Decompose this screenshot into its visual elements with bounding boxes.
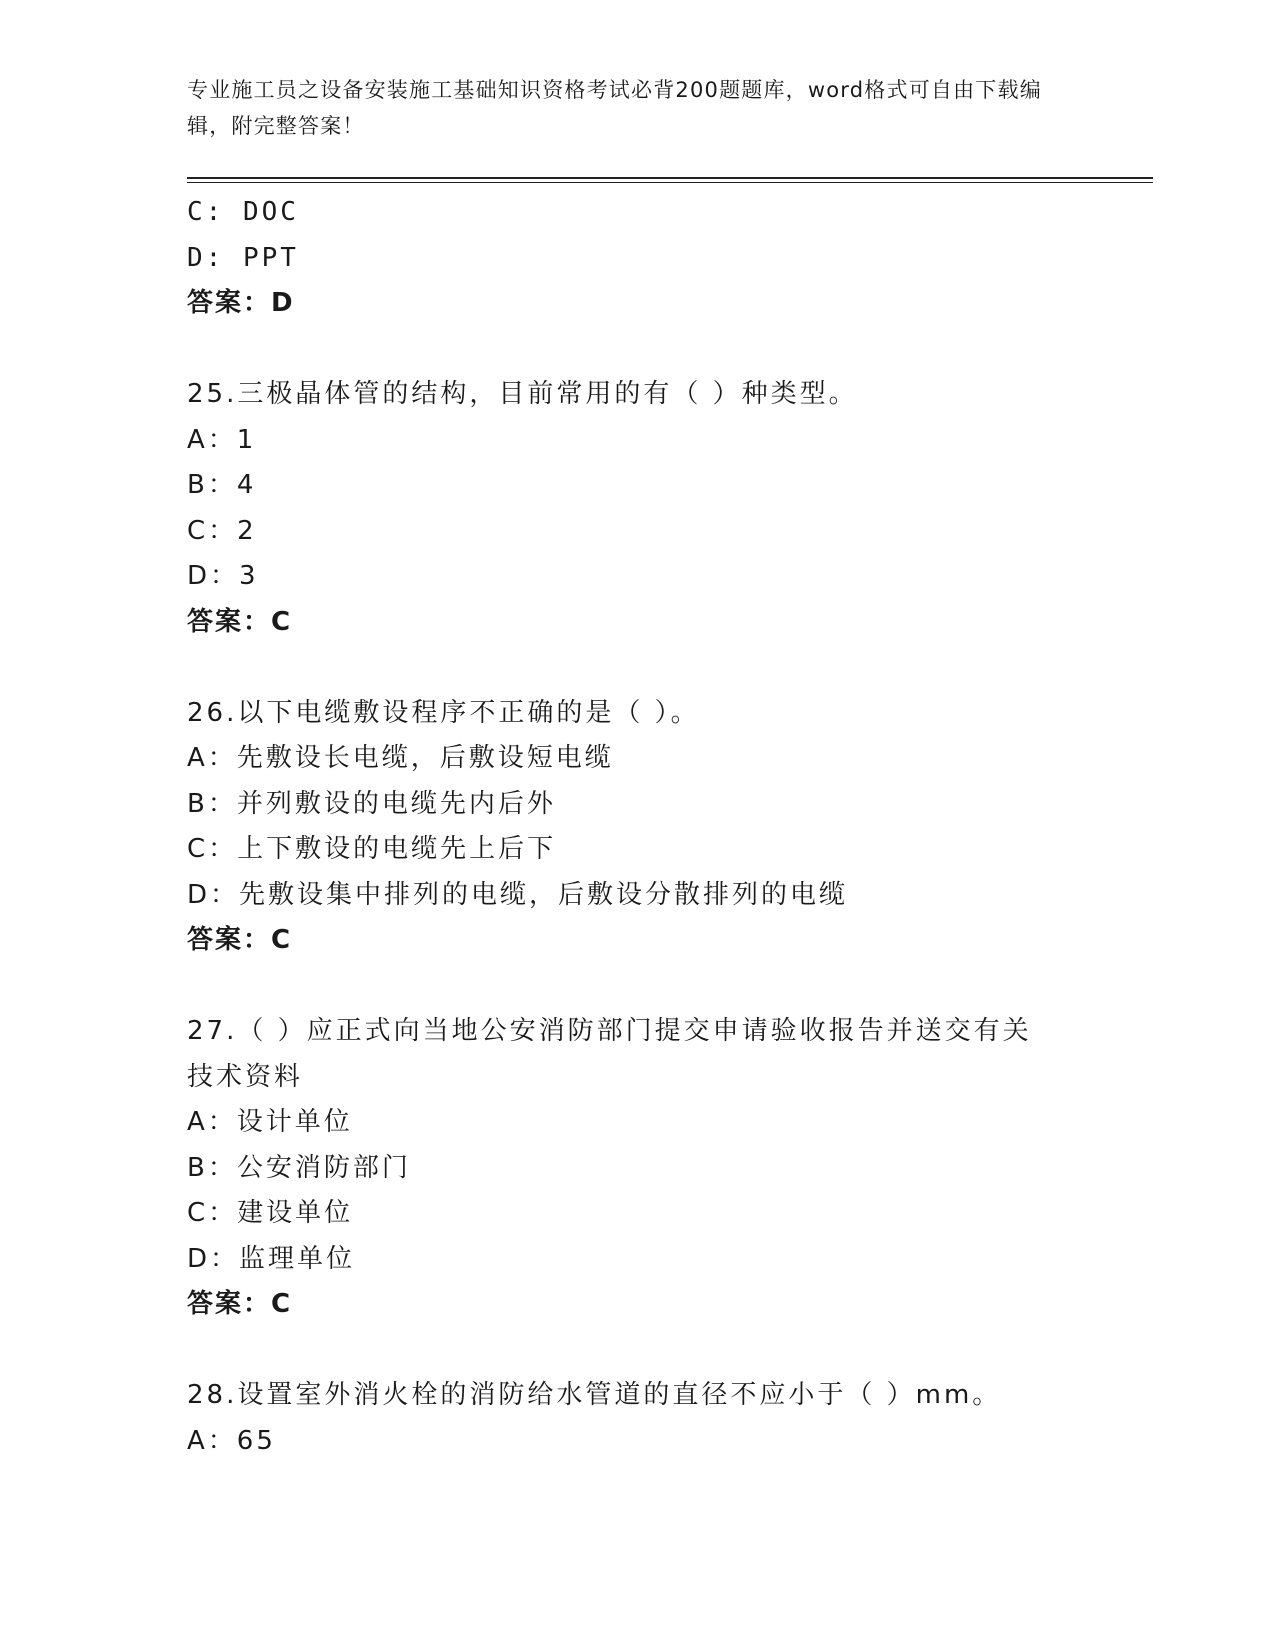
answer-line: 答案：C [187,1289,293,1319]
question-stem: 28.设置室外消火栓的消防给水管道的直径不应小于（ ）mm。 [187,1380,1002,1410]
option-c: C：上下敷设的电缆先上后下 [187,834,557,864]
option-c: C: DOC [187,197,299,227]
option-c: C：2 [187,515,257,546]
option-a: A：65 [187,1425,276,1456]
option-b: B：并列敷设的电缆先内后外 [187,788,556,819]
header-rule-thin [187,182,1153,183]
spacer [187,327,1087,373]
spacer [187,964,1087,1010]
answer-line: 答案：C [187,606,293,637]
option-a: A：1 [187,424,257,455]
answer-line: 答案：C [187,925,293,955]
option-c: C：建设单位 [187,1198,354,1228]
spacer [187,1328,1087,1374]
option-b: B：4 [187,470,257,500]
option-a: A：设计单位 [187,1107,353,1137]
option-d: D：先敷设集中排列的电缆，后敷设分散排列的电缆 [187,879,849,910]
question-stem: 25.三极晶体管的结构，目前常用的有（ ）种类型。 [187,379,858,409]
option-d: D：监理单位 [187,1243,356,1274]
header-rule-thick [187,177,1153,179]
option-a: A：先敷设长电缆，后敷设短电缆 [187,743,614,773]
document-header [187,72,1067,144]
option-d: D：3 [187,561,259,591]
option-d: D: PPT [187,242,299,273]
header-title: 专业施工员之设备安装施工基础知识资格考试必背200题题库，word格式可自由下载编辑，附完整答案！ [187,78,1042,138]
option-b: B：公安消防部门 [187,1152,411,1183]
spacer [187,645,1087,691]
question-list [187,190,1087,1464]
question-stem: 26.以下电缆敷设程序不正确的是（ ）。 [187,697,700,728]
question-stem: 27.（ ）应正式向当地公安消防部门提交申请验收报告并送交有关技术资料 [187,1016,1032,1092]
answer-line: 答案：D [187,288,295,318]
